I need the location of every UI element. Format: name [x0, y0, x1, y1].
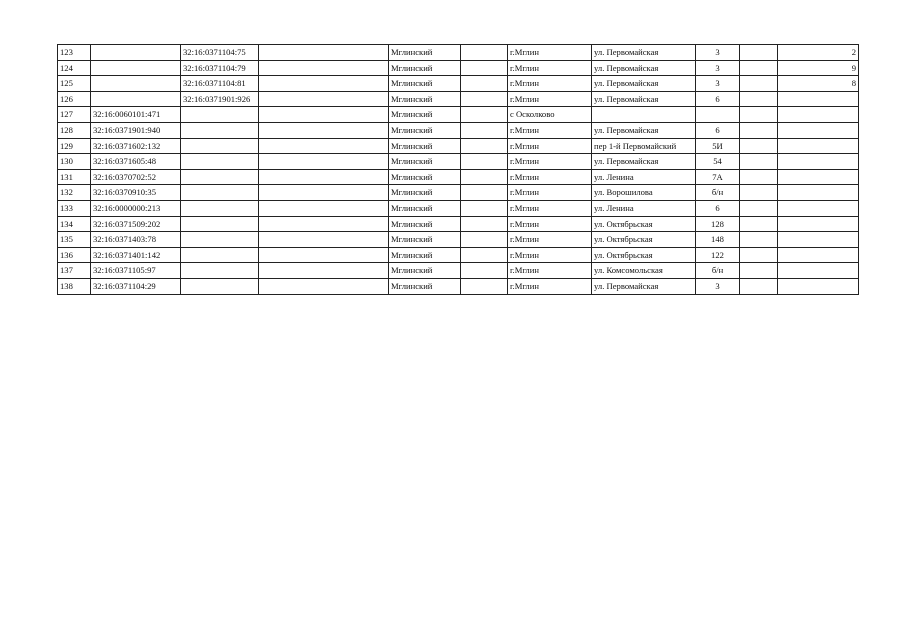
- cadastral-number-alt-cell: 32:16:0371104:75: [181, 45, 259, 61]
- apartment-number-cell: [778, 200, 859, 216]
- table-row: [58, 169, 859, 185]
- settlement-cell: г.Мглин: [508, 76, 592, 92]
- district-cell: Мглинский: [389, 278, 461, 294]
- table-row: [58, 232, 859, 248]
- district-cell: Мглинский: [389, 247, 461, 263]
- cadastral-number-cell: 32:16:0371104:29: [91, 278, 181, 294]
- empty-cell: [740, 45, 778, 61]
- empty-cell: [740, 169, 778, 185]
- empty-cell: [740, 122, 778, 138]
- street-cell: ул. Ворошилова: [592, 185, 696, 201]
- empty-cell: [259, 216, 389, 232]
- district-cell: Мглинский: [389, 122, 461, 138]
- settlement-cell: г.Мглин: [508, 169, 592, 185]
- street-cell: ул. Октябрьская: [592, 247, 696, 263]
- house-number-cell: 148: [696, 232, 740, 248]
- house-number-cell: 5И: [696, 138, 740, 154]
- apartment-number-cell: 9: [778, 60, 859, 76]
- row-number-cell: 133: [58, 200, 91, 216]
- row-number-cell: 136: [58, 247, 91, 263]
- row-number-cell: 134: [58, 216, 91, 232]
- street-cell: ул. Октябрьская: [592, 216, 696, 232]
- house-number-cell: 3: [696, 76, 740, 92]
- empty-cell: [461, 216, 508, 232]
- address-registry-table: [57, 44, 859, 295]
- apartment-number-cell: [778, 122, 859, 138]
- district-cell: Мглинский: [389, 76, 461, 92]
- house-number-cell: б/н: [696, 263, 740, 279]
- apartment-number-cell: [778, 154, 859, 170]
- cadastral-number-alt-cell: [181, 216, 259, 232]
- cadastral-number-alt-cell: 32:16:0371104:79: [181, 60, 259, 76]
- empty-cell: [461, 263, 508, 279]
- cadastral-number-alt-cell: [181, 185, 259, 201]
- row-number-cell: 123: [58, 45, 91, 61]
- street-cell: ул. Первомайская: [592, 60, 696, 76]
- row-number-cell: 137: [58, 263, 91, 279]
- street-cell: ул. Первомайская: [592, 76, 696, 92]
- district-cell: Мглинский: [389, 138, 461, 154]
- row-number-cell: 128: [58, 122, 91, 138]
- empty-cell: [259, 122, 389, 138]
- empty-cell: [461, 232, 508, 248]
- street-cell: ул. Первомайская: [592, 91, 696, 107]
- empty-cell: [259, 200, 389, 216]
- district-cell: Мглинский: [389, 200, 461, 216]
- empty-cell: [259, 91, 389, 107]
- empty-cell: [461, 122, 508, 138]
- street-cell: ул. Ленина: [592, 169, 696, 185]
- settlement-cell: г.Мглин: [508, 278, 592, 294]
- empty-cell: [461, 138, 508, 154]
- empty-cell: [259, 247, 389, 263]
- apartment-number-cell: [778, 263, 859, 279]
- cadastral-number-alt-cell: [181, 200, 259, 216]
- empty-cell: [740, 185, 778, 201]
- settlement-cell: г.Мглин: [508, 45, 592, 61]
- empty-cell: [259, 169, 389, 185]
- street-cell: ул. Комсомольская: [592, 263, 696, 279]
- street-cell: ул. Первомайская: [592, 278, 696, 294]
- house-number-cell: 6: [696, 122, 740, 138]
- cadastral-number-cell: [91, 60, 181, 76]
- table-row: [58, 91, 859, 107]
- empty-cell: [461, 247, 508, 263]
- house-number-cell: [696, 107, 740, 123]
- cadastral-number-cell: 32:16:0371901:940: [91, 122, 181, 138]
- settlement-cell: г.Мглин: [508, 154, 592, 170]
- empty-cell: [740, 247, 778, 263]
- row-number-cell: 135: [58, 232, 91, 248]
- empty-cell: [461, 200, 508, 216]
- settlement-cell: г.Мглин: [508, 216, 592, 232]
- house-number-cell: б/н: [696, 185, 740, 201]
- settlement-cell: г.Мглин: [508, 122, 592, 138]
- cadastral-number-alt-cell: [181, 263, 259, 279]
- empty-cell: [740, 216, 778, 232]
- cadastral-number-alt-cell: [181, 278, 259, 294]
- empty-cell: [461, 154, 508, 170]
- settlement-cell: г.Мглин: [508, 185, 592, 201]
- empty-cell: [740, 107, 778, 123]
- empty-cell: [461, 91, 508, 107]
- empty-cell: [461, 185, 508, 201]
- settlement-cell: г.Мглин: [508, 60, 592, 76]
- cadastral-number-alt-cell: [181, 107, 259, 123]
- house-number-cell: 7А: [696, 169, 740, 185]
- cadastral-number-alt-cell: [181, 154, 259, 170]
- house-number-cell: 6: [696, 91, 740, 107]
- cadastral-number-alt-cell: 32:16:0371104:81: [181, 76, 259, 92]
- row-number-cell: 130: [58, 154, 91, 170]
- district-cell: Мглинский: [389, 232, 461, 248]
- apartment-number-cell: [778, 107, 859, 123]
- house-number-cell: 6: [696, 200, 740, 216]
- cadastral-number-cell: [91, 91, 181, 107]
- row-number-cell: 132: [58, 185, 91, 201]
- street-cell: ул. Первомайская: [592, 122, 696, 138]
- house-number-cell: 54: [696, 154, 740, 170]
- district-cell: Мглинский: [389, 263, 461, 279]
- table-row: [58, 122, 859, 138]
- empty-cell: [259, 185, 389, 201]
- table-body: [58, 45, 859, 295]
- settlement-cell: г.Мглин: [508, 232, 592, 248]
- table-row: [58, 200, 859, 216]
- table-row: [58, 278, 859, 294]
- cadastral-number-cell: [91, 45, 181, 61]
- apartment-number-cell: 8: [778, 76, 859, 92]
- street-cell: [592, 107, 696, 123]
- settlement-cell: с Осколково: [508, 107, 592, 123]
- table-row: [58, 154, 859, 170]
- table-row: [58, 185, 859, 201]
- apartment-number-cell: [778, 232, 859, 248]
- cadastral-number-alt-cell: 32:16:0371901:926: [181, 91, 259, 107]
- district-cell: Мглинский: [389, 185, 461, 201]
- empty-cell: [461, 278, 508, 294]
- row-number-cell: 125: [58, 76, 91, 92]
- table-row: [58, 138, 859, 154]
- settlement-cell: г.Мглин: [508, 263, 592, 279]
- cadastral-number-cell: 32:16:0371605:48: [91, 154, 181, 170]
- apartment-number-cell: [778, 278, 859, 294]
- row-number-cell: 127: [58, 107, 91, 123]
- cadastral-number-cell: 32:16:0370910:35: [91, 185, 181, 201]
- empty-cell: [461, 45, 508, 61]
- apartment-number-cell: [778, 138, 859, 154]
- empty-cell: [740, 138, 778, 154]
- settlement-cell: г.Мглин: [508, 247, 592, 263]
- empty-cell: [259, 154, 389, 170]
- house-number-cell: 3: [696, 278, 740, 294]
- cadastral-number-cell: 32:16:0371509:202: [91, 216, 181, 232]
- empty-cell: [259, 263, 389, 279]
- empty-cell: [259, 45, 389, 61]
- row-number-cell: 129: [58, 138, 91, 154]
- street-cell: ул. Октябрьская: [592, 232, 696, 248]
- apartment-number-cell: [778, 216, 859, 232]
- empty-cell: [461, 60, 508, 76]
- cadastral-number-cell: 32:16:0370702:52: [91, 169, 181, 185]
- cadastral-number-cell: 32:16:0371105:97: [91, 263, 181, 279]
- cadastral-number-alt-cell: [181, 138, 259, 154]
- table-row: [58, 107, 859, 123]
- empty-cell: [461, 169, 508, 185]
- cadastral-number-cell: [91, 76, 181, 92]
- house-number-cell: 122: [696, 247, 740, 263]
- table-row: [58, 247, 859, 263]
- apartment-number-cell: 2: [778, 45, 859, 61]
- house-number-cell: 128: [696, 216, 740, 232]
- cadastral-number-cell: 32:16:0371403:78: [91, 232, 181, 248]
- empty-cell: [259, 76, 389, 92]
- empty-cell: [259, 278, 389, 294]
- street-cell: ул. Первомайская: [592, 154, 696, 170]
- empty-cell: [740, 154, 778, 170]
- settlement-cell: г.Мглин: [508, 200, 592, 216]
- table-row: [58, 60, 859, 76]
- row-number-cell: 126: [58, 91, 91, 107]
- house-number-cell: 3: [696, 45, 740, 61]
- cadastral-number-cell: 32:16:0371401:142: [91, 247, 181, 263]
- district-cell: Мглинский: [389, 60, 461, 76]
- district-cell: Мглинский: [389, 107, 461, 123]
- empty-cell: [740, 200, 778, 216]
- empty-cell: [259, 60, 389, 76]
- cadastral-number-cell: 32:16:0060101:471: [91, 107, 181, 123]
- empty-cell: [461, 76, 508, 92]
- table-row: [58, 76, 859, 92]
- cadastral-number-alt-cell: [181, 122, 259, 138]
- district-cell: Мглинский: [389, 45, 461, 61]
- street-cell: ул. Ленина: [592, 200, 696, 216]
- empty-cell: [461, 107, 508, 123]
- cadastral-number-alt-cell: [181, 247, 259, 263]
- cadastral-number-cell: 32:16:0000000:213: [91, 200, 181, 216]
- apartment-number-cell: [778, 169, 859, 185]
- empty-cell: [740, 76, 778, 92]
- empty-cell: [740, 263, 778, 279]
- district-cell: Мглинский: [389, 91, 461, 107]
- district-cell: Мглинский: [389, 154, 461, 170]
- empty-cell: [740, 232, 778, 248]
- row-number-cell: 131: [58, 169, 91, 185]
- table-row: [58, 263, 859, 279]
- empty-cell: [740, 60, 778, 76]
- cadastral-number-alt-cell: [181, 232, 259, 248]
- cadastral-number-cell: 32:16:0371602:132: [91, 138, 181, 154]
- row-number-cell: 124: [58, 60, 91, 76]
- district-cell: Мглинский: [389, 169, 461, 185]
- settlement-cell: г.Мглин: [508, 91, 592, 107]
- district-cell: Мглинский: [389, 216, 461, 232]
- apartment-number-cell: [778, 185, 859, 201]
- empty-cell: [259, 138, 389, 154]
- settlement-cell: г.Мглин: [508, 138, 592, 154]
- cadastral-number-alt-cell: [181, 169, 259, 185]
- house-number-cell: 3: [696, 60, 740, 76]
- apartment-number-cell: [778, 91, 859, 107]
- row-number-cell: 138: [58, 278, 91, 294]
- empty-cell: [259, 232, 389, 248]
- street-cell: пер 1-й Первомайский: [592, 138, 696, 154]
- empty-cell: [259, 107, 389, 123]
- apartment-number-cell: [778, 247, 859, 263]
- table-row: [58, 45, 859, 61]
- street-cell: ул. Первомайская: [592, 45, 696, 61]
- table-row: [58, 216, 859, 232]
- empty-cell: [740, 91, 778, 107]
- empty-cell: [740, 278, 778, 294]
